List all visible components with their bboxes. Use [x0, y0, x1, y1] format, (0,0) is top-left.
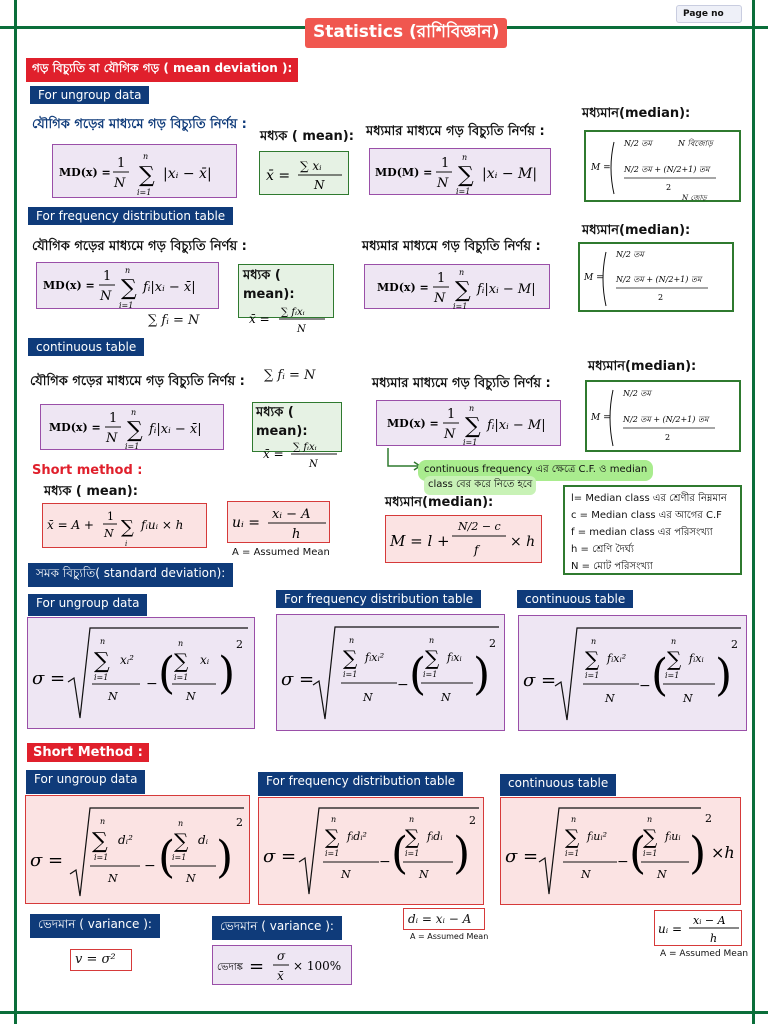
svg-text:(: (: [629, 828, 647, 879]
variance-heading-1: ভেদমান ( variance ):: [30, 914, 160, 938]
svg-text:fᵢ|xᵢ − M|: fᵢ|xᵢ − M|: [487, 418, 546, 433]
md-m-continuous-svg: [377, 401, 562, 447]
svg-text:N: N: [341, 868, 351, 881]
svg-text:n: n: [331, 815, 337, 824]
md-x-frequency-label: MD(x) =: [43, 279, 95, 292]
svg-text:i=1: i=1: [125, 442, 140, 451]
md-m-continuous-label: MD(x) =: [387, 417, 439, 430]
svg-text:x̄: x̄: [277, 969, 284, 983]
cv-pct: × 100%: [293, 959, 342, 973]
svg-text:n: n: [100, 817, 106, 826]
svg-text:∑: ∑: [94, 649, 110, 674]
svg-text:2: 2: [469, 814, 476, 827]
mean-deviation-heading: গড় বিচ্যুতি বা যৌগিক গড় ( mean deviation ):: [26, 58, 298, 82]
svg-text:fᵢuᵢ: fᵢuᵢ: [665, 830, 681, 843]
short-median-svg: [386, 516, 543, 564]
svg-text:−: −: [617, 854, 629, 870]
svg-text:N: N: [441, 691, 451, 704]
svg-text:x̄ = A +: x̄ = A +: [47, 518, 94, 532]
continuous-label: continuous table: [28, 338, 144, 356]
frequency-label: For frequency distribution table: [28, 207, 233, 225]
svg-text:(: (: [651, 650, 669, 701]
svg-text:N: N: [104, 527, 114, 540]
svg-text:N: N: [363, 691, 373, 704]
continuous-median-heading: মধ্যমার মাধ্যমে গড় বিচ্যুতি নির্ণয় :: [372, 376, 551, 391]
svg-text:x̄ =: x̄ =: [263, 447, 284, 461]
frequency-mean-heading: মধ্যক ( mean):: [243, 268, 295, 302]
svg-text:(: (: [158, 832, 176, 883]
svg-text:∑: ∑: [405, 825, 420, 849]
svg-text:n: n: [349, 636, 355, 645]
continuous-median-label: মধ্যমান(median):: [588, 359, 697, 374]
md-x-frequency-formula: [36, 262, 219, 309]
svg-text:∑: ∑: [174, 829, 189, 853]
svg-text:fᵢuᵢ × h: fᵢuᵢ × h: [141, 518, 184, 532]
md-m-ungroup-svg: [370, 149, 552, 196]
svg-text:i=1: i=1: [137, 188, 152, 197]
svg-text:): ): [473, 649, 491, 700]
svg-text:2: 2: [489, 637, 496, 650]
svg-text:−: −: [397, 677, 409, 693]
md-x-continuous-formula: [40, 404, 224, 450]
svg-text:N/2 তম: N/2 তম: [624, 139, 652, 148]
sm2-frequency-svg: [259, 798, 485, 906]
mean-continuous-box: [252, 402, 342, 470]
svg-text:(: (: [409, 649, 427, 700]
svg-text:−: −: [146, 676, 158, 692]
svg-text:i=1: i=1: [643, 849, 658, 858]
svg-text:∑: ∑: [458, 163, 474, 188]
continuous-mean-heading: মধ্যক ( mean):: [256, 405, 308, 439]
short-mean-formula: [42, 503, 207, 548]
md-x-label: MD(x) =: [59, 166, 111, 179]
frequency-median-heading: মধ্যমার মাধ্যমে গড় বিচ্যুতি নির্ণয় :: [362, 239, 541, 254]
svg-text:xᵢ: xᵢ: [200, 653, 210, 667]
sm2-tab-ungroup: For ungroup data: [26, 770, 145, 794]
svg-text:σ: σ: [277, 949, 286, 963]
frequency-am-heading: যৌগিক গড়ের মাধ্যমে গড় বিচ্যুতি নির্ণয় :: [32, 239, 247, 254]
svg-text:xᵢ − A: xᵢ − A: [272, 507, 311, 522]
sm2-tab-frequency: For frequency distribution table: [258, 772, 463, 796]
svg-text:N: N: [186, 690, 196, 703]
svg-text:∑: ∑: [465, 414, 481, 439]
svg-text:1: 1: [117, 156, 126, 171]
svg-text:i=1: i=1: [174, 673, 189, 682]
sd-frequency-svg: [277, 615, 506, 732]
page-number-box: Page no: [676, 5, 742, 23]
svg-text:n: n: [671, 637, 677, 646]
svg-text:i=1: i=1: [325, 849, 340, 858]
svg-text:N/2 তম + (N/2+1) তম: N/2 তম + (N/2+1) তম: [624, 165, 710, 174]
svg-text:2: 2: [236, 816, 243, 829]
svg-text:N/2 তম: N/2 তম: [623, 389, 651, 398]
svg-text:2: 2: [236, 638, 243, 651]
cf-note-line2: class বের করে নিতে হবে: [424, 476, 536, 495]
mean-ungroup-formula: [259, 151, 349, 195]
svg-text:i=1: i=1: [423, 670, 438, 679]
svg-text:∑: ∑: [425, 646, 440, 670]
legend-l: l= Median class এর শ্রেণীর নিম্নমান: [571, 493, 727, 504]
svg-text:M =: M =: [584, 273, 604, 283]
svg-text:=: =: [249, 956, 265, 977]
svg-text:N/2 − c: N/2 − c: [458, 520, 501, 533]
sd-tab-ungroup: For ungroup data: [28, 594, 147, 616]
md-x-ungroup-formula: [52, 144, 237, 198]
svg-text:1: 1: [441, 156, 450, 171]
legend-f: f = median class এর পরিসংখ্যা: [571, 527, 713, 538]
sum-fi-frequency: ∑ fᵢ = N: [148, 313, 200, 328]
svg-text:∑: ∑: [92, 829, 108, 854]
svg-text:2: 2: [666, 183, 672, 192]
sd-tab-continuous: continuous table: [517, 590, 633, 608]
svg-text:i=1: i=1: [94, 853, 109, 862]
svg-text:n: n: [571, 815, 577, 824]
assumed-mean-note-1: A = Assumed Mean: [232, 547, 330, 558]
assumed-mean-note-3: A = Assumed Mean: [660, 949, 749, 959]
svg-text:xᵢ − A: xᵢ − A: [693, 914, 726, 927]
sum-fi-continuous: ∑ fᵢ = N: [264, 368, 316, 383]
svg-text:N/2 তম + (N/2+1) তম: N/2 তম + (N/2+1) তম: [616, 275, 702, 284]
svg-text:n: n: [591, 637, 597, 646]
svg-text:×h: ×h: [711, 843, 735, 862]
svg-text:1: 1: [103, 269, 112, 284]
svg-text:n: n: [143, 152, 149, 161]
svg-text:|xᵢ − x̄|: |xᵢ − x̄|: [163, 166, 212, 182]
svg-text:): ): [216, 832, 234, 883]
right-margin-rule: [752, 0, 755, 1024]
svg-text:n: n: [459, 268, 465, 277]
svg-text:uᵢ =: uᵢ =: [232, 515, 261, 531]
svg-text:n: n: [131, 408, 137, 417]
svg-text:): ): [453, 828, 471, 879]
md-m-frequency-svg: [365, 265, 551, 310]
svg-text:σ =: σ =: [281, 669, 315, 690]
svg-text:1: 1: [109, 411, 118, 426]
svg-text:N: N: [434, 291, 446, 306]
svg-text:2: 2: [731, 638, 738, 651]
svg-text:i=1: i=1: [463, 438, 478, 447]
svg-text:N: N: [657, 868, 667, 881]
sd-frequency-formula: [276, 614, 505, 731]
svg-text:fᵢ|xᵢ − M|: fᵢ|xᵢ − M|: [477, 282, 536, 297]
svg-text:fᵢuᵢ²: fᵢuᵢ²: [587, 830, 607, 843]
sd-continuous-svg: [519, 616, 748, 732]
median-continuous-box: [585, 380, 741, 452]
svg-text:i=1: i=1: [456, 187, 471, 196]
assumed-mean-note-2: A = Assumed Mean: [410, 932, 489, 941]
svg-text:fᵢdᵢ: fᵢdᵢ: [427, 830, 443, 843]
svg-text:n: n: [100, 637, 106, 646]
svg-text:): ): [218, 648, 236, 699]
svg-text:(: (: [158, 648, 176, 699]
md-m-frequency-label: MD(x) =: [377, 281, 429, 294]
sd-heading: সমক বিচ্যুতি( standard deviation):: [28, 563, 233, 587]
median-legend-box: [563, 485, 742, 575]
svg-text:x̄ =: x̄ =: [249, 312, 270, 326]
svg-text:σ =: σ =: [30, 850, 64, 871]
svg-text:N: N: [108, 872, 118, 885]
median-ungroup-svg: [586, 132, 743, 204]
svg-text:fᵢdᵢ²: fᵢdᵢ²: [347, 830, 367, 843]
svg-text:∑ fᵢxᵢ: ∑ fᵢxᵢ: [293, 442, 317, 453]
svg-text:i=1: i=1: [665, 671, 680, 680]
short-u-formula: [227, 501, 330, 543]
svg-text:(: (: [391, 828, 409, 879]
svg-text:2: 2: [658, 293, 664, 302]
svg-text:n: n: [647, 815, 653, 824]
page-title: Statistics (রাশিবিজ্ঞান): [305, 18, 507, 48]
mean-continuous-svg: [253, 439, 343, 471]
svg-text:fᵢxᵢ²: fᵢxᵢ²: [607, 652, 627, 665]
svg-text:∑: ∑: [643, 825, 658, 849]
svg-text:dᵢ: dᵢ: [198, 833, 209, 847]
svg-text:N: N: [186, 872, 196, 885]
ungroup-median-heading: মধ্যমার মাধ্যমে গড় বিচ্যুতি নির্ণয় :: [366, 124, 545, 139]
md-x-ungroup-svg: [53, 145, 238, 199]
svg-text:n: n: [409, 815, 415, 824]
ungroup-median-label: মধ্যমান(median):: [582, 106, 691, 121]
svg-text:uᵢ =: uᵢ =: [658, 922, 683, 936]
md-x-continuous-label: MD(x) =: [49, 421, 101, 434]
svg-text:∑: ∑: [174, 649, 189, 673]
svg-text:2: 2: [665, 433, 671, 442]
cv-svg: [213, 946, 353, 986]
sm2-ungroup-formula: [25, 795, 250, 904]
svg-text:N/2 তম + (N/2+1) তম: N/2 তম + (N/2+1) তম: [623, 415, 709, 424]
sm2-continuous-formula: [500, 797, 741, 905]
svg-text:fᵢ|xᵢ − x̄|: fᵢ|xᵢ − x̄|: [149, 422, 202, 437]
svg-text:N/2 তম: N/2 তম: [616, 250, 644, 259]
md-x-frequency-svg: [37, 263, 220, 310]
short-median-heading: মধ্যমান(median):: [385, 495, 494, 510]
svg-text:M = l +: M = l +: [390, 532, 450, 550]
mean-frequency-box: [238, 264, 334, 335]
md-x-continuous-svg: [41, 405, 225, 451]
svg-text:∑ fᵢxᵢ: ∑ fᵢxᵢ: [281, 307, 305, 318]
d-formula-text: dᵢ = xᵢ − A: [408, 912, 472, 926]
svg-text:∑: ∑: [139, 163, 155, 188]
svg-text:σ =: σ =: [505, 846, 539, 867]
sd-continuous-formula: [518, 615, 747, 731]
md-m-label: MD(M) =: [375, 166, 433, 179]
svg-text:): ): [715, 650, 733, 701]
cv-label: ভেদাঙ্ক: [217, 962, 243, 973]
short-mean-svg: [43, 504, 208, 549]
u-formula-svg: [655, 911, 743, 947]
svg-text:i=1: i=1: [585, 671, 600, 680]
svg-text:∑: ∑: [127, 418, 143, 443]
svg-text:∑: ∑: [667, 647, 682, 671]
short-median-formula: [385, 515, 542, 563]
svg-text:i=1: i=1: [119, 301, 134, 310]
svg-text:σ =: σ =: [32, 668, 66, 689]
svg-text:−: −: [379, 854, 391, 870]
svg-text:∑: ∑: [455, 278, 471, 303]
svg-text:N: N: [114, 176, 126, 191]
svg-text:i=1: i=1: [172, 853, 187, 862]
svg-text:−: −: [144, 858, 156, 874]
sm2-frequency-formula: [258, 797, 484, 905]
svg-text:N: N: [297, 324, 306, 335]
svg-text:h: h: [710, 932, 718, 945]
mean-frequency-svg: [239, 303, 335, 337]
svg-text:i=1: i=1: [343, 670, 358, 679]
svg-text:i=1: i=1: [565, 849, 580, 858]
svg-text:h: h: [292, 527, 301, 542]
svg-text:dᵢ²: dᵢ²: [118, 833, 133, 847]
svg-text:σ =: σ =: [523, 670, 557, 691]
variance-formula: [70, 949, 132, 971]
svg-text:N: N: [419, 868, 429, 881]
svg-text:fᵢ|xᵢ − x̄|: fᵢ|xᵢ − x̄|: [143, 280, 196, 295]
svg-text:i=1: i=1: [405, 849, 420, 858]
frequency-median-label: মধ্যমান(median):: [582, 223, 691, 238]
median-frequency-box: [578, 242, 734, 312]
svg-text:−: −: [639, 678, 651, 694]
short-method-2-label: Short Method :: [27, 743, 149, 762]
svg-text:fᵢxᵢ²: fᵢxᵢ²: [365, 651, 385, 664]
svg-text:): ): [689, 828, 707, 879]
svg-text:1: 1: [447, 407, 456, 422]
sm2-continuous-svg: [501, 798, 742, 906]
md-m-ungroup-formula: [369, 148, 551, 195]
bottom-rule: [0, 1011, 768, 1014]
median-ungroup-odd: N বিজোড়: [678, 139, 713, 148]
svg-text:1: 1: [107, 510, 114, 523]
cv-formula: [212, 945, 352, 985]
svg-text:fᵢxᵢ: fᵢxᵢ: [447, 651, 462, 664]
svg-text:n: n: [429, 636, 435, 645]
md-m-continuous-formula: [376, 400, 561, 446]
svg-text:n: n: [178, 639, 184, 648]
sd-ungroup-formula: [27, 617, 255, 729]
svg-text:N: N: [314, 178, 325, 192]
continuous-am-heading: যৌগিক গড়ের মাধ্যমে গড় বিচ্যুতি নির্ণয় :: [30, 374, 245, 389]
sd-tab-frequency: For frequency distribution table: [276, 590, 481, 608]
median-ungroup-box: [584, 130, 741, 202]
svg-text:fᵢxᵢ: fᵢxᵢ: [689, 652, 704, 665]
svg-text:∑: ∑: [121, 517, 134, 538]
svg-text:|xᵢ − M|: |xᵢ − M|: [482, 166, 538, 182]
median-continuous-svg: [587, 382, 743, 454]
variance-heading-2: ভেদমান ( variance ):: [212, 916, 342, 940]
svg-text:N: N: [108, 690, 118, 703]
svg-text:n: n: [469, 404, 475, 413]
median-frequency-svg: [580, 244, 736, 314]
svg-text:f: f: [474, 543, 479, 557]
svg-text:× h: × h: [510, 534, 536, 550]
ungroup-mean-heading: মধ্যক ( mean):: [260, 129, 354, 144]
short-method-label: Short method :: [32, 463, 143, 478]
svg-text:x̄ =: x̄ =: [266, 168, 291, 184]
short-mean-heading: মধ্যক ( mean):: [44, 484, 138, 499]
left-margin-rule: [14, 0, 17, 1024]
svg-text:N: N: [444, 427, 456, 442]
svg-text:i=1: i=1: [453, 302, 468, 310]
sd-ungroup-svg: [28, 618, 256, 730]
legend-n: N = মোট পরিসংখ্যা: [571, 561, 653, 572]
svg-text:N: N: [683, 692, 693, 705]
svg-text:∑ xᵢ: ∑ xᵢ: [300, 159, 322, 173]
svg-text:∑: ∑: [121, 276, 137, 301]
u-formula: [654, 910, 742, 946]
ungroup-am-heading: যৌগিক গড়ের মাধ্যমে গড় বিচ্যুতি নির্ণয় :: [32, 117, 247, 132]
svg-text:n: n: [178, 819, 184, 828]
legend-c: c = Median class এর আগের C.F: [571, 510, 722, 521]
d-formula: [403, 908, 485, 930]
svg-text:N: N: [581, 868, 591, 881]
svg-text:xᵢ²: xᵢ²: [120, 653, 134, 667]
variance-formula-text: v = σ²: [75, 952, 116, 967]
svg-text:N: N: [605, 692, 615, 705]
svg-text:1: 1: [437, 271, 446, 286]
svg-text:∑: ∑: [585, 647, 600, 671]
short-u-svg: [228, 502, 331, 544]
mean-ungroup-svg: [260, 152, 350, 196]
svg-text:n: n: [125, 266, 131, 275]
svg-text:∑: ∑: [325, 825, 340, 849]
legend-h: h = শ্রেণি দৈর্ঘ্য: [571, 544, 634, 555]
sm2-tab-continuous: continuous table: [500, 774, 616, 796]
svg-text:N: N: [437, 176, 449, 191]
svg-text:2: 2: [705, 812, 712, 825]
ungroup-label: For ungroup data: [30, 86, 149, 104]
svg-text:i: i: [125, 540, 128, 548]
md-m-frequency-formula: [364, 264, 550, 309]
svg-text:n: n: [462, 153, 468, 162]
median-ungroup-even: N জোড়: [682, 194, 707, 202]
svg-text:M =: M =: [591, 163, 611, 173]
svg-text:M =: M =: [591, 413, 611, 423]
svg-text:i=1: i=1: [94, 673, 109, 682]
svg-text:N: N: [309, 459, 318, 470]
sm2-ungroup-svg: [26, 796, 251, 905]
svg-text:∑: ∑: [565, 825, 580, 849]
svg-text:N: N: [100, 289, 112, 304]
cf-note-line1: continuous frequency এর ক্ষেত্রে C.F. ও median: [418, 460, 653, 481]
svg-text:∑: ∑: [343, 646, 358, 670]
svg-text:N: N: [106, 431, 118, 446]
svg-text:σ =: σ =: [263, 846, 297, 867]
